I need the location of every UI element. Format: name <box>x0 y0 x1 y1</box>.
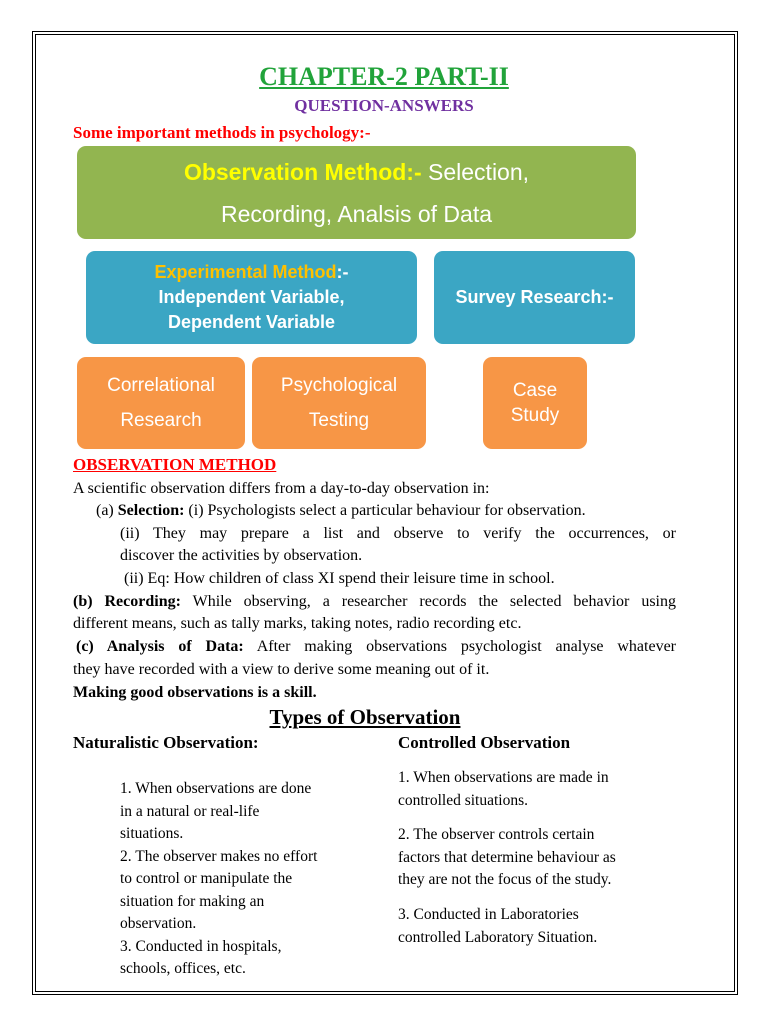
naturalistic-line: 1. When observations are done <box>120 780 312 797</box>
selection-text: (i) Psychologists select a particular behaviour for observation. <box>184 502 586 519</box>
controlled-line: factors that determine behaviour as <box>398 848 616 866</box>
psychological-testing-box <box>252 357 426 449</box>
controlled-line: controlled Laboratory Situation. <box>398 928 598 946</box>
experimental-method-line2: Independent Variable, <box>158 287 345 307</box>
recording-text: While observing, a researcher records the selected behavior using <box>180 593 677 610</box>
observation-method-rest: Selection, <box>421 158 530 185</box>
selection-ii-line2: discover the activities by observation. <box>120 547 363 564</box>
selection-label: Selection: <box>117 502 185 519</box>
controlled-point-3 <box>398 904 597 949</box>
naturalistic-points <box>120 778 317 981</box>
analysis-line2: they have recorded with a view to derive some meaning out of it. <box>73 661 490 678</box>
selection-iii: (ii) Eq: How children of class XI spend their leisure time in school. <box>124 570 555 587</box>
types-heading: Types of Observation <box>269 705 461 729</box>
psychological-line1: Psychological <box>280 375 398 396</box>
chapter-title: CHAPTER-2 PART-II <box>259 62 509 91</box>
experimental-method-line3: Dependent Variable <box>167 312 336 332</box>
observation-method-box <box>77 146 636 239</box>
analysis-text: After making observations psychologist analyse whatever <box>243 638 676 655</box>
naturalistic-line: 2. The observer makes no effort <box>120 847 318 865</box>
selection-prefix: (a) <box>96 502 118 519</box>
case-line1: Case <box>512 380 558 401</box>
correlational-line1: Correlational <box>107 375 215 396</box>
naturalistic-line: in a natural or real-life <box>120 802 260 820</box>
correlational-research-box <box>77 357 245 449</box>
skill-statement: Making good observations is a skill. <box>73 684 317 701</box>
psychological-line2: Testing <box>308 410 370 431</box>
selection-point <box>96 500 586 522</box>
observation-method-label: Observation Method:- <box>183 158 422 185</box>
naturalistic-line: to control or manipulate the <box>120 870 293 887</box>
controlled-line: controlled situations. <box>398 791 529 809</box>
experimental-method-suffix: :- <box>336 262 349 282</box>
controlled-line: 1. When observations are made in <box>398 769 609 786</box>
survey-research-box <box>434 251 635 344</box>
survey-research-label: Survey Research:- <box>455 287 614 307</box>
naturalistic-heading: Naturalistic Observation: <box>73 733 259 752</box>
naturalistic-line: situation for making an <box>120 892 265 910</box>
recording-line2: different means, such as tally marks, taking notes, radio recording etc. <box>73 615 522 632</box>
controlled-line: they are not the focus of the study. <box>398 871 612 888</box>
correlational-line2: Research <box>120 410 202 431</box>
selection-ii-line1: (ii) They may prepare a list and observe to verify the occurrences, or <box>120 525 676 542</box>
controlled-point-2 <box>398 824 616 892</box>
controlled-heading: Controlled Observation <box>398 733 571 752</box>
case-line2: Study <box>510 405 560 426</box>
analysis-line1 <box>76 636 676 658</box>
observation-intro: A scientific observation differs from a day-to-day observation in: <box>73 480 490 497</box>
methods-intro: Some important methods in psychology:- <box>73 123 371 142</box>
naturalistic-line: schools, offices, etc. <box>120 960 246 977</box>
chapter-subtitle: QUESTION-ANSWERS <box>294 96 474 115</box>
observation-method-line2: Recording, Analsis of Data <box>220 200 493 227</box>
naturalistic-line: 3. Conducted in hospitals, <box>120 937 282 955</box>
recording-label: (b) Recording: <box>73 593 181 610</box>
case-study-box <box>483 357 587 449</box>
experimental-method-box <box>86 251 417 344</box>
controlled-line: 2. The observer controls certain <box>398 826 595 843</box>
analysis-label: (c) Analysis of Data: <box>76 638 244 655</box>
naturalistic-line: observation. <box>120 915 197 932</box>
observation-section-heading: OBSERVATION METHOD <box>73 455 277 474</box>
naturalistic-line: situations. <box>120 825 184 842</box>
recording-line1 <box>73 591 676 613</box>
experimental-method-label: Experimental Method <box>154 262 337 282</box>
controlled-line: 3. Conducted in Laboratories <box>398 906 579 923</box>
controlled-point-1 <box>398 767 609 812</box>
